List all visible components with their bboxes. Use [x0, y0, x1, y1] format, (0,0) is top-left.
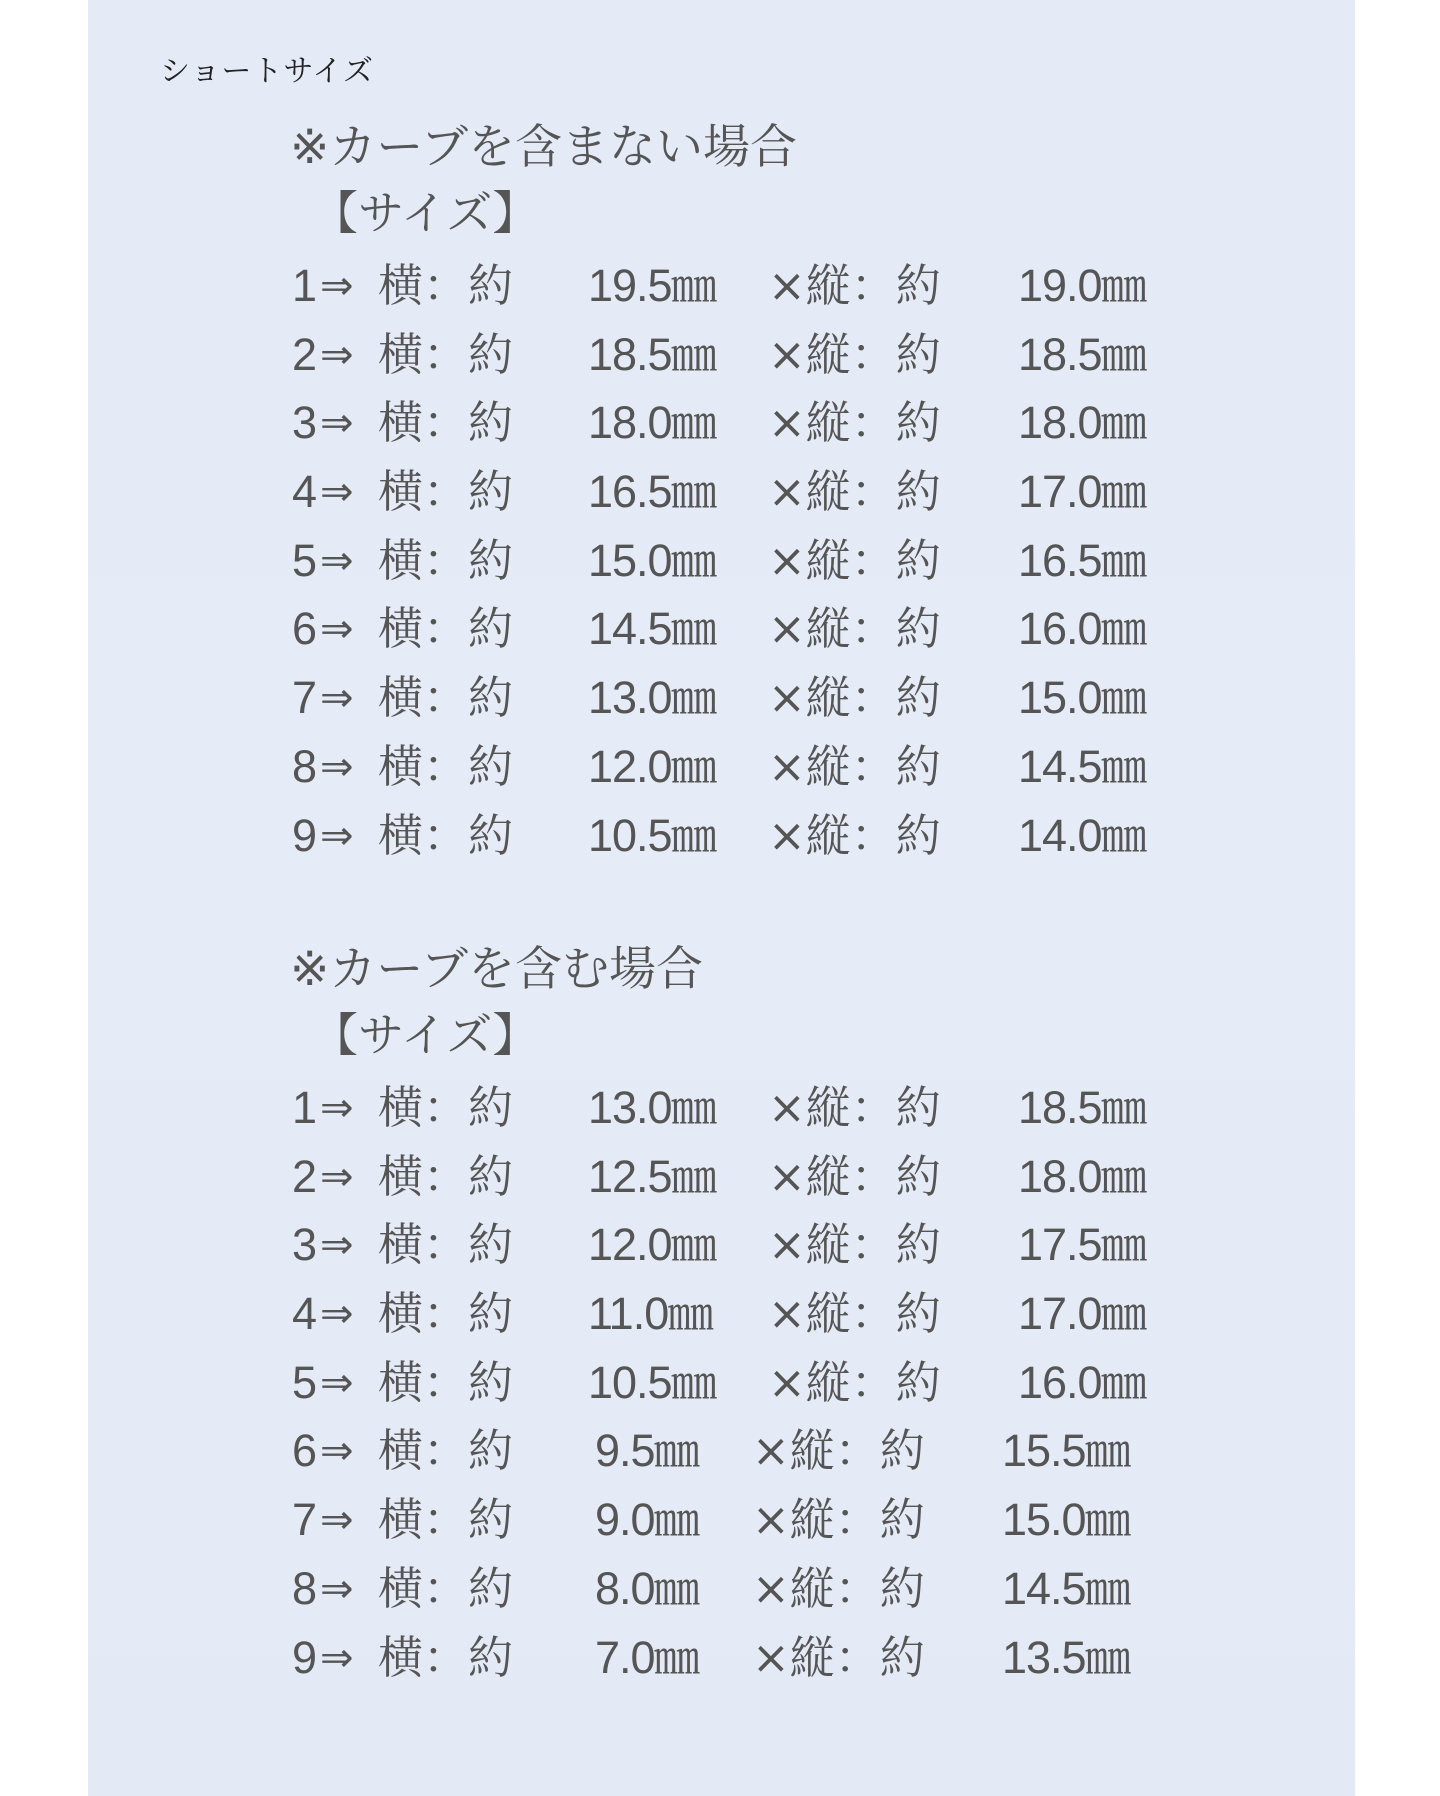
height-label: ×縦：約 — [768, 259, 941, 312]
width-value: 12.0㎜ — [588, 1219, 716, 1271]
width-value: 8.0㎜ — [595, 1562, 699, 1614]
size-number: 9 — [292, 1631, 318, 1683]
width-value: 12.0㎜ — [588, 740, 716, 792]
size-number: 5 — [292, 1356, 318, 1408]
width-label: 横：約 — [378, 1081, 514, 1134]
width-value: 9.0㎜ — [595, 1494, 699, 1546]
width-label: 横：約 — [378, 465, 514, 519]
height-value: 14.0㎜ — [1018, 809, 1146, 861]
size-number: 8 — [292, 740, 318, 792]
size-number: 2 — [292, 328, 318, 380]
size-table — [290, 252, 1190, 870]
width-label: 横：約 — [378, 1630, 514, 1684]
size-row — [290, 1417, 1190, 1486]
width-label: 横：約 — [378, 671, 514, 725]
arrow-icon: ⇒ — [320, 331, 354, 378]
arrow-icon: ⇒ — [320, 1359, 354, 1406]
size-row — [290, 527, 1190, 596]
arrow-icon: ⇒ — [320, 1085, 354, 1131]
size-row — [290, 1486, 1190, 1555]
arrow-icon: ⇒ — [320, 1428, 354, 1475]
arrow-icon: ⇒ — [320, 743, 354, 790]
width-value: 14.5㎜ — [588, 603, 716, 655]
size-row — [290, 1211, 1190, 1280]
size-number: 6 — [292, 603, 318, 655]
width-label: 横：約 — [378, 1149, 514, 1203]
width-label: 横：約 — [378, 739, 514, 793]
width-label: 横：約 — [378, 1561, 514, 1615]
size-row — [290, 1074, 1190, 1143]
size-number: 4 — [292, 466, 318, 518]
height-value: 18.0㎜ — [1018, 1150, 1146, 1202]
width-label: 横：約 — [378, 1287, 514, 1341]
size-row — [290, 1555, 1190, 1624]
arrow-icon: ⇒ — [320, 1222, 354, 1269]
size-row — [290, 389, 1190, 458]
width-label: 横：約 — [378, 808, 514, 862]
height-value: 15.0㎜ — [1002, 1494, 1130, 1546]
arrow-icon: ⇒ — [320, 1291, 354, 1338]
size-row — [290, 321, 1190, 390]
height-value: 16.0㎜ — [1018, 1356, 1146, 1408]
arrow-icon: ⇒ — [320, 812, 354, 859]
size-row — [290, 1349, 1190, 1418]
height-value: 15.0㎜ — [1018, 672, 1146, 724]
arrow-icon: ⇒ — [320, 537, 354, 584]
height-value: 19.0㎜ — [1018, 260, 1146, 311]
width-label: 横：約 — [378, 602, 514, 656]
height-label: ×縦：約 — [768, 1081, 941, 1134]
height-value: 16.0㎜ — [1018, 603, 1146, 655]
width-value: 9.5㎜ — [595, 1425, 699, 1477]
size-row — [290, 1143, 1190, 1212]
arrow-icon: ⇒ — [320, 1634, 354, 1681]
width-value: 18.0㎜ — [588, 397, 716, 449]
size-number: 6 — [292, 1425, 318, 1477]
arrow-icon: ⇒ — [320, 1565, 354, 1612]
size-number: 5 — [292, 534, 318, 586]
height-value: 13.5㎜ — [1002, 1631, 1130, 1683]
size-number: 2 — [292, 1150, 318, 1202]
size-row — [290, 595, 1190, 664]
height-label: ×縦：約 — [768, 1218, 941, 1272]
height-label: ×縦：約 — [768, 602, 941, 656]
height-value: 18.0㎜ — [1018, 397, 1146, 449]
height-label: ×縦：約 — [768, 1287, 941, 1341]
height-label: ×縦：約 — [768, 808, 941, 862]
width-value: 7.0㎜ — [595, 1631, 699, 1683]
height-value: 16.5㎜ — [1018, 534, 1146, 586]
width-value: 13.0㎜ — [588, 672, 716, 724]
width-label: 横：約 — [378, 327, 514, 381]
width-value: 10.5㎜ — [588, 1356, 716, 1408]
height-label: ×縦：約 — [752, 1561, 925, 1615]
arrow-icon: ⇒ — [320, 263, 354, 309]
size-number: 1 — [292, 1082, 318, 1133]
width-value: 19.5㎜ — [588, 260, 716, 311]
width-label: 横：約 — [378, 533, 514, 587]
width-value: 15.0㎜ — [588, 534, 716, 586]
width-value: 18.5㎜ — [588, 328, 716, 380]
height-label: ×縦：約 — [768, 671, 941, 725]
section-heading: ※カーブを含む場合 — [290, 942, 704, 997]
height-label: ×縦：約 — [752, 1424, 925, 1478]
arrow-icon: ⇒ — [320, 675, 354, 722]
width-label: 横：約 — [378, 1218, 514, 1272]
height-value: 17.5㎜ — [1018, 1219, 1146, 1271]
size-number: 7 — [292, 672, 318, 724]
arrow-icon: ⇒ — [320, 1153, 354, 1200]
height-value: 17.0㎜ — [1018, 1288, 1146, 1340]
height-label: ×縦：約 — [768, 739, 941, 793]
height-value: 18.5㎜ — [1018, 1082, 1146, 1133]
width-label: 横：約 — [378, 1493, 514, 1547]
size-section-without-curve — [290, 118, 1190, 870]
size-number: 3 — [292, 1219, 318, 1271]
size-number: 8 — [292, 1562, 318, 1614]
size-section-with-curve — [290, 940, 1190, 1692]
size-number: 9 — [292, 809, 318, 861]
size-row — [290, 252, 1190, 321]
size-row — [290, 458, 1190, 527]
height-value: 14.5㎜ — [1018, 740, 1146, 792]
section-label: 【サイズ】 — [312, 1008, 539, 1062]
height-label: ×縦：約 — [768, 1355, 941, 1409]
width-value: 10.5㎜ — [588, 809, 716, 861]
height-label: ×縦：約 — [768, 327, 941, 381]
width-value: 12.5㎜ — [588, 1150, 716, 1202]
size-number: 7 — [292, 1494, 318, 1546]
arrow-icon: ⇒ — [320, 606, 354, 653]
page-title: ショートサイズ — [160, 54, 374, 89]
arrow-icon: ⇒ — [320, 469, 354, 516]
size-row — [290, 1280, 1190, 1349]
width-label: 横：約 — [378, 396, 514, 450]
height-label: ×縦：約 — [752, 1493, 925, 1547]
height-label: ×縦：約 — [768, 396, 941, 450]
arrow-icon: ⇒ — [320, 400, 354, 447]
height-label: ×縦：約 — [768, 1149, 941, 1203]
width-value: 11.0㎜ — [588, 1288, 713, 1340]
height-value: 14.5㎜ — [1002, 1562, 1130, 1614]
section-label: 【サイズ】 — [312, 186, 539, 240]
width-value: 16.5㎜ — [588, 466, 716, 518]
size-row — [290, 1624, 1190, 1693]
section-heading: ※カーブを含まない場合 — [290, 120, 798, 175]
size-number: 1 — [292, 260, 318, 311]
size-table — [290, 1074, 1190, 1692]
width-value: 13.0㎜ — [588, 1082, 716, 1133]
size-row — [290, 733, 1190, 802]
height-value: 15.5㎜ — [1002, 1425, 1130, 1477]
height-label: ×縦：約 — [752, 1630, 925, 1684]
height-label: ×縦：約 — [768, 465, 941, 519]
height-value: 18.5㎜ — [1018, 328, 1146, 380]
width-label: 横：約 — [378, 1424, 514, 1478]
size-row — [290, 664, 1190, 733]
width-label: 横：約 — [378, 1355, 514, 1409]
height-label: ×縦：約 — [768, 533, 941, 587]
size-number: 3 — [292, 397, 318, 449]
size-row — [290, 802, 1190, 871]
arrow-icon: ⇒ — [320, 1497, 354, 1544]
size-number: 4 — [292, 1288, 318, 1340]
height-value: 17.0㎜ — [1018, 466, 1146, 518]
width-label: 横：約 — [378, 259, 514, 312]
